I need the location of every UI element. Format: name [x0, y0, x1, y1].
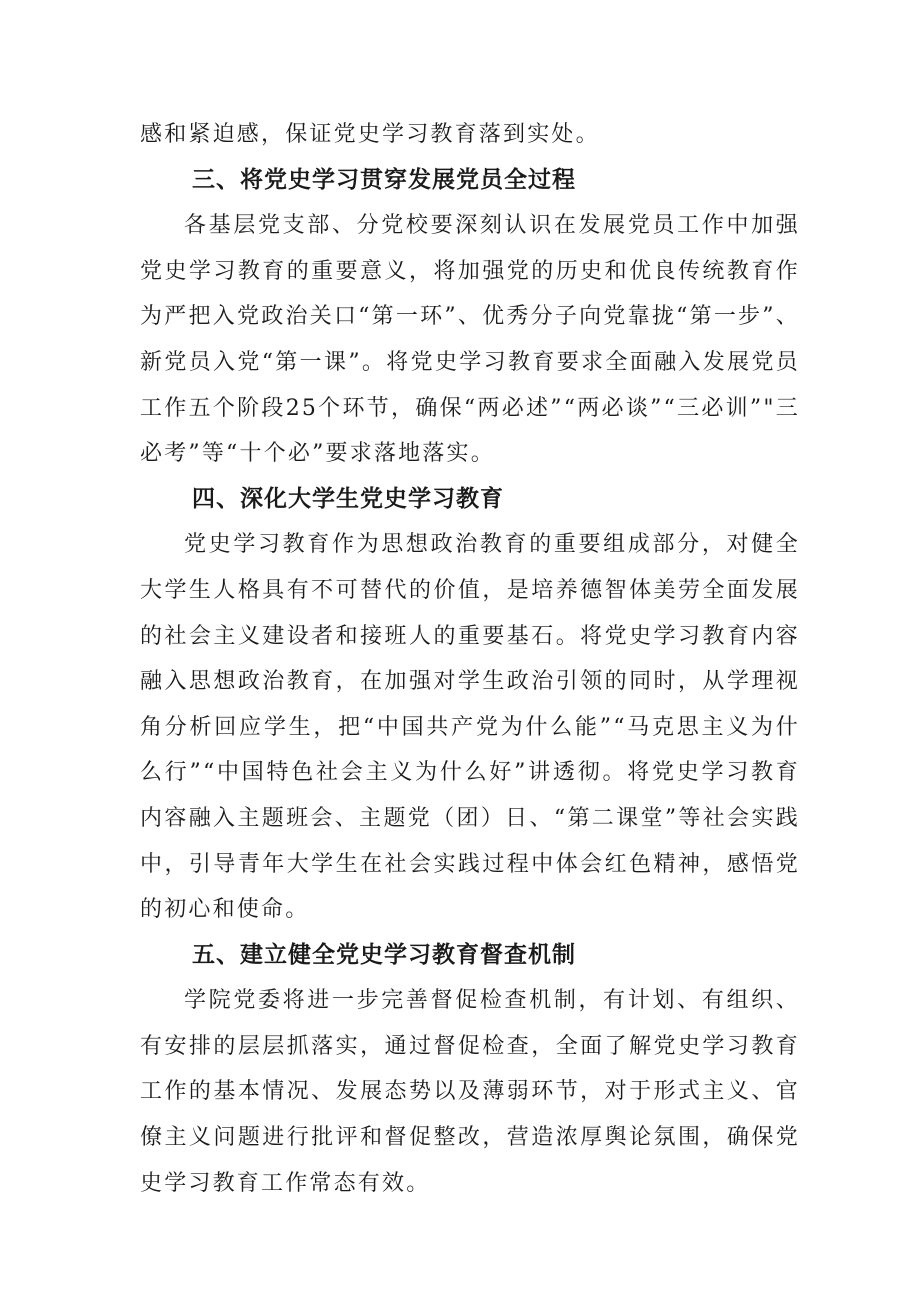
section-heading-3: 三、将党史学习贯穿发展党员全过程	[192, 166, 576, 193]
section-heading-5: 五、建立健全党史学习教育督查机制	[192, 941, 576, 968]
section-body-3: 各基层党支部、分党校要深刻认识在发展党员工作中加强党史学习教育的重要意义，将加强党的历史和优良传统教育作为严把入党政治关口“第一环”、优秀分子向党靠拢“第一步”、新党员入党“第一课”。将党史学习教育要求全面融入发展党员工作五个阶段25个环节，确保“两必述”“两必谈”“三必训”"三必考”等“十个必”要求落地落实。	[140, 213, 800, 467]
section-body-4: 党史学习教育作为思想政治教育的重要组成部分，对健全大学生人格具有不可替代的价值，是培养德智体美劳全面发展的社会主义建设者和接班人的重要基石。将党史学习教育内容融入思想政治教育，在加强对学生政治引领的同时，从学理视角分析回应学生，把“中国共产党为什么能”“马克思主义为什么行”“中国特色社会主义为什么好”讲透彻。将党史学习教育内容融入主题班会、主题党（团）日、“第二课堂”等社会实践中，引导青年大学生在社会实践过程中体会红色精神，感悟党的初心和使命。	[140, 532, 800, 923]
continuation-paragraph: 感和紧迫感，保证党史学习教育落到实处。	[140, 122, 600, 147]
section-body-5: 学院党委将进一步完善督促检查机制，有计划、有组织、有安排的层层抓落实，通过督促检查，全面了解党史学习教育工作的基本情况、发展态势以及薄弱环节，对于形式主义、官僚主义问题进行批评和督促整改，营造浓厚舆论氛围，确保党史学习教育工作常态有效。	[140, 988, 800, 1196]
section-heading-4: 四、深化大学生党史学习教育	[192, 485, 504, 512]
document-body	[140, 112, 800, 1206]
